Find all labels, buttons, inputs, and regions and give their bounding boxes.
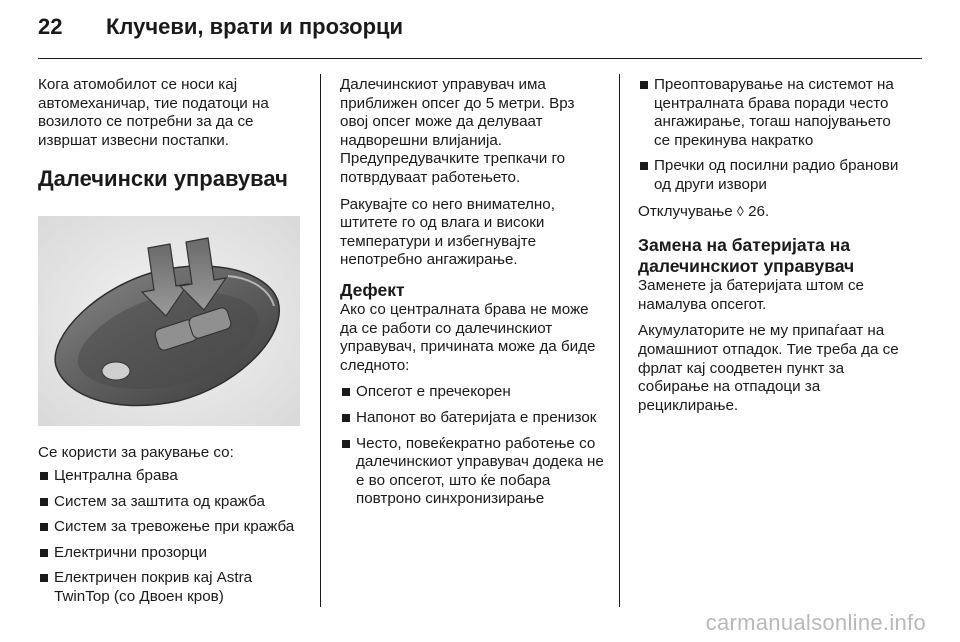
section-heading-remote: Далечински управувач bbox=[38, 166, 288, 192]
function-list bbox=[38, 467, 306, 607]
section-heading-battery: Замена на батеријата на далечинскиот управувач bbox=[638, 235, 855, 277]
list-item: Пречки од посилни радио бранови од други извори bbox=[638, 157, 904, 194]
list-item: Електричен покрив кај Astra TwinTop (со Двоен кров) bbox=[38, 569, 306, 606]
watermark: carmanualsonline.info bbox=[705, 610, 926, 635]
list-item: Систем за тревожење при кражба bbox=[38, 518, 306, 537]
column-3 bbox=[638, 76, 904, 423]
column-divider-2 bbox=[619, 74, 620, 607]
use-intro: Се користи за ракување со: bbox=[38, 444, 234, 462]
unlock-text: Отклучување bbox=[638, 202, 733, 220]
list-item: Напонот во батеријата е пренизок bbox=[340, 409, 606, 428]
remote-key-illustration bbox=[38, 216, 300, 426]
column-1 bbox=[38, 76, 306, 614]
list-item: Централна брава bbox=[38, 467, 306, 486]
chapter-title: Клучеви, врати и прозорци bbox=[106, 14, 404, 39]
fault-list-continued bbox=[638, 76, 904, 195]
page-number: 22 bbox=[38, 14, 63, 39]
list-item: Систем за заштита од кражба bbox=[38, 493, 306, 512]
list-item: Опсегот е пречекорен bbox=[340, 383, 606, 402]
unlock-reference bbox=[638, 202, 904, 222]
remote-key-figure bbox=[38, 216, 300, 426]
battery-paragraph: Заменете ја батеријата штом се намалува опсегот. bbox=[638, 277, 865, 313]
range-paragraph: Далечинскиот управувач има приближен опсег до 5 метри. Врз овој опсег може да делуваат надворешни влијанија. Предупредувачките трепкачи го потврдуваат работењето. bbox=[340, 76, 575, 186]
list-item: Преоптоварување на системот на централната брава поради често ангажирање, тогаш напојувањето се прекинува накратко bbox=[638, 76, 904, 150]
page-reference[interactable]: 26. bbox=[748, 202, 770, 220]
intro-paragraph: Кога атомобилот се носи кај автомеханичар, тие податоци на возилото се потребни за да се извршат извесни постапки. bbox=[38, 76, 269, 149]
column-divider-1 bbox=[320, 74, 321, 607]
list-item: Често, повеќекратно работење со далечинскиот управувач додека не е во опсегот, што ќе побара повтроно синхронизирање bbox=[340, 435, 606, 509]
list-item: Електрични прозорци bbox=[38, 544, 306, 563]
fault-paragraph: Ако со централната брава не може да се работи со далечинскиот управувач, причината може да биде следното: bbox=[340, 300, 596, 374]
care-paragraph: Ракувајте со него внимателно, штитете го од влага и високи температури и избегнувајте непотребно ангажирање. bbox=[340, 195, 555, 269]
fault-list bbox=[340, 383, 606, 509]
header-rule bbox=[38, 58, 922, 59]
column-2 bbox=[340, 76, 606, 516]
section-heading-fault: Дефект bbox=[340, 279, 405, 300]
page-header bbox=[38, 14, 403, 46]
recycling-paragraph: Акумулаторите не му припаѓаат на домашниот отпадок. Тие треба да се фрлат кај соодветен пункт за собирање на отпадоци за рециклирање. bbox=[638, 322, 899, 414]
page-reference-icon: ◊ bbox=[736, 202, 744, 219]
